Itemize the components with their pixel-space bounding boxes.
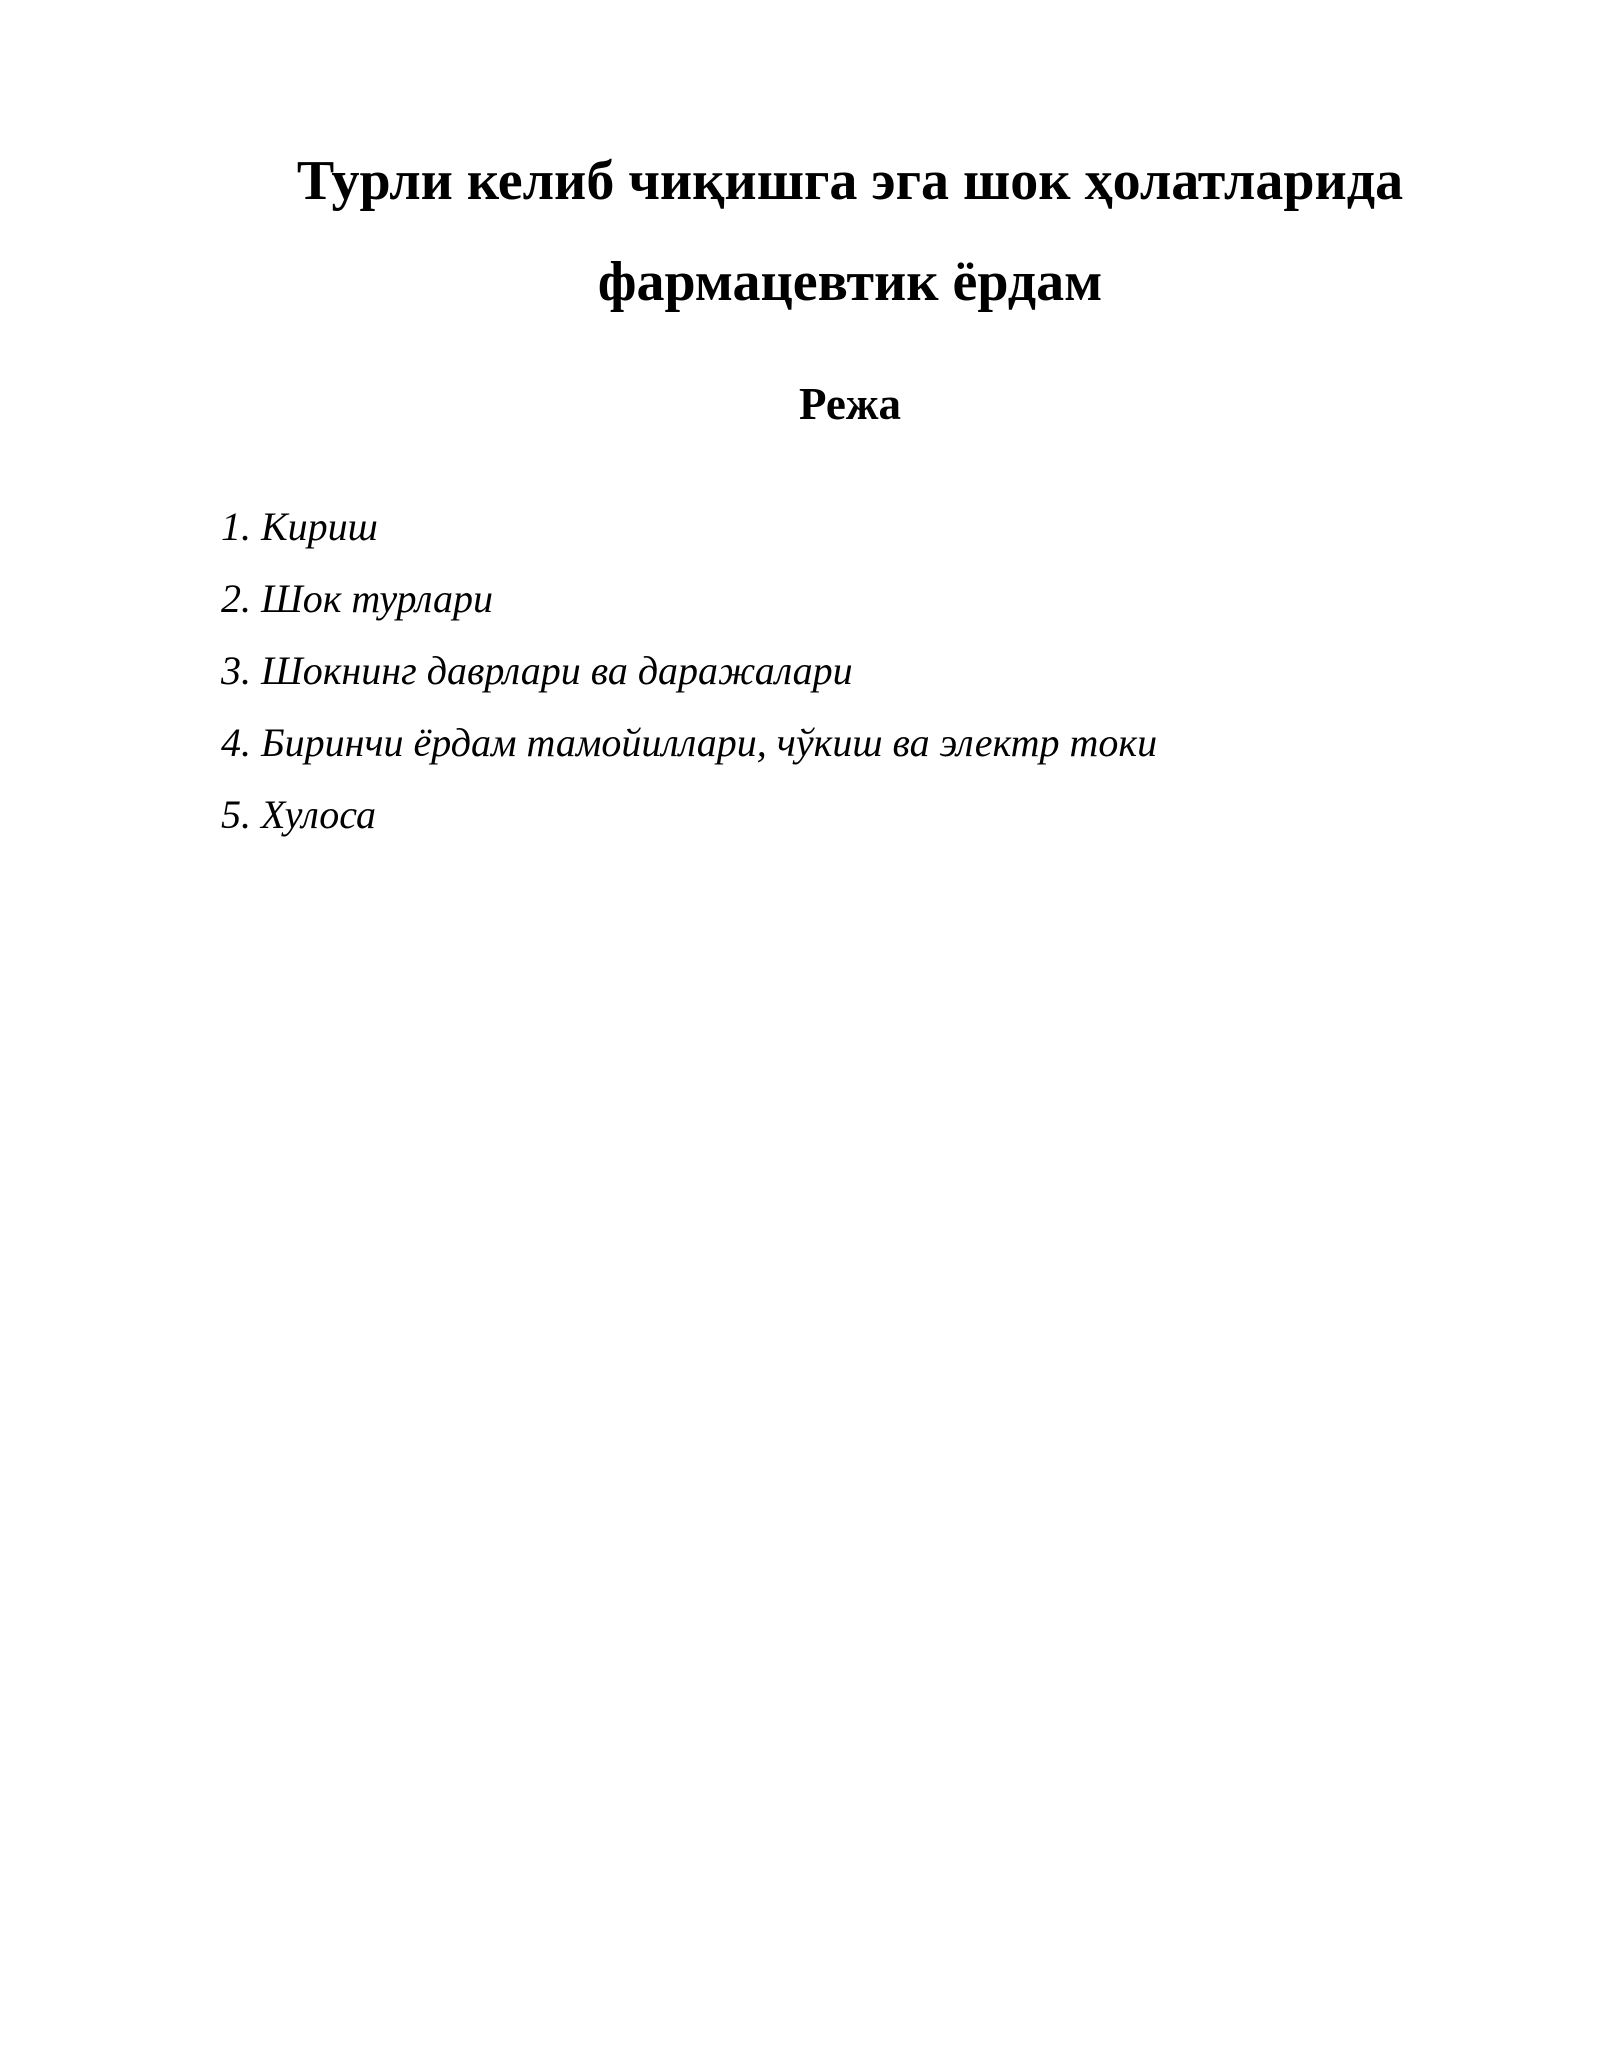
plan-item-text: Хулоса: [261, 792, 376, 837]
document-title-line-1: Турли келиб чиқишга эга шок ҳолатларида: [296, 150, 1404, 212]
plan-item-conclusion: [221, 779, 1157, 851]
plan-item-shock-stages: [221, 635, 1157, 707]
plan-item-number: 4.: [221, 720, 251, 765]
plan-item-number: 5.: [221, 792, 251, 837]
plan-item-text: Шокнинг даврлари ва даражалари: [261, 648, 853, 693]
plan-heading: Режа: [799, 379, 901, 429]
plan-item-introduction: [221, 491, 1157, 563]
plan-item-text: Биринчи ёрдам тамойиллари, чўкиш ва электр токи: [261, 720, 1158, 765]
plan-item-number: 2.: [221, 576, 251, 621]
plan-item-shock-types: [221, 563, 1157, 635]
plan-item-text: Кириш: [261, 504, 378, 549]
document-title-line-2: фармацевтик ёрдам: [597, 251, 1103, 313]
plan-item-number: 1.: [221, 504, 251, 549]
plan-item-first-aid: [221, 707, 1157, 779]
plan-item-number: 3.: [221, 648, 251, 693]
plan-list: [221, 491, 1157, 851]
plan-item-text: Шок турлари: [261, 576, 493, 621]
